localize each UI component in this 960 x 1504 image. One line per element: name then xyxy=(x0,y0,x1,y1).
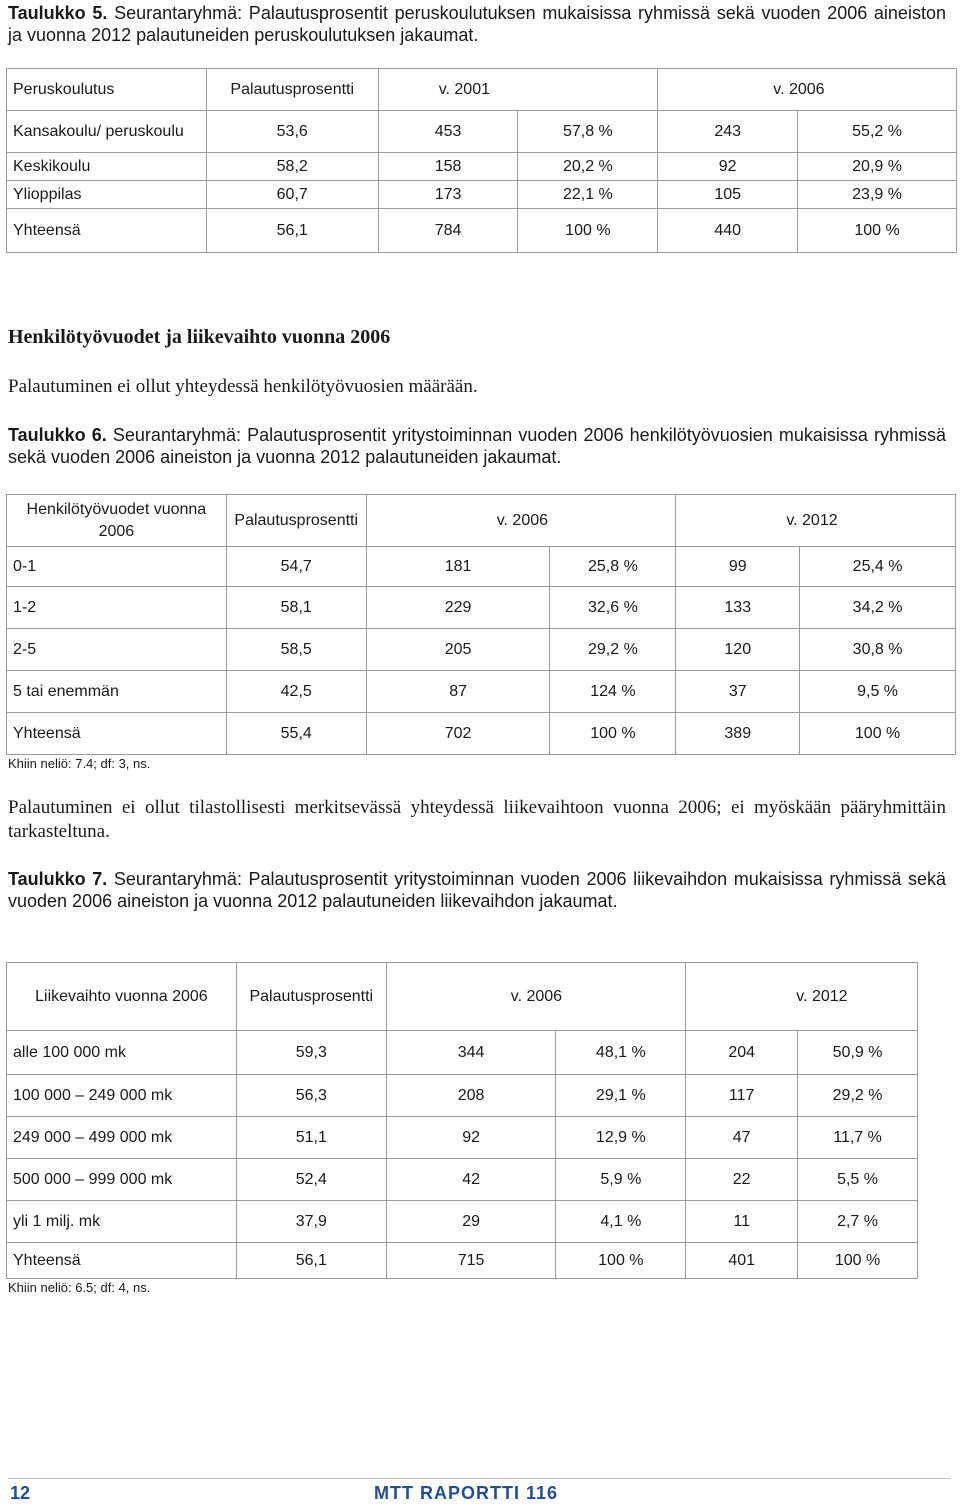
table6-caption: Taulukko 6. Seurantaryhmä: Palautusprosentit yritystoiminnan vuoden 2006 henkilötyövuosien mukaisissa ryhmissä sekä vuoden 2006 aineiston ja vuonna 2012 palautuneiden jakaumat. xyxy=(8,425,946,467)
table-row: yli 1 milj. mk 37,9 29 4,1 % 11 2,7 % xyxy=(7,1201,918,1243)
body-paragraph: Palautuminen ei ollut tilastollisesti merkitsevässä yhteydessä liikevaihtoon vuonna 2006; ei myöskään pääryhmittäin tarkasteltuna. xyxy=(8,797,946,842)
table7-header-row xyxy=(7,963,918,1031)
table7-caption: Taulukko 7. Seurantaryhmä: Palautusprosentit yritystoiminnan vuoden 2006 liikevaihdon mukaisissa ryhmissä sekä vuoden 2006 aineiston ja vuonna 2012 palautuneiden liikevaihdon jakaumat. xyxy=(8,869,946,911)
table6 xyxy=(6,494,956,755)
footer-rule xyxy=(8,1478,950,1479)
table-row: Ylioppilas 60,7 173 22,1 % 105 23,9 % xyxy=(7,181,957,209)
table5-caption: Taulukko 5. Seurantaryhmä: Palautusprosentit peruskoulutuksen mukaisissa ryhmissä sekä vuoden 2006 aineiston ja vuonna 2012 palautuneiden peruskoulutuksen jakaumat. xyxy=(8,3,946,45)
table5-header-2: v. 2001 xyxy=(378,69,658,111)
table5-header-0: Peruskoulutus xyxy=(7,69,207,111)
table-row: alle 100 000 mk 59,3 344 48,1 % 204 50,9 % xyxy=(7,1031,918,1075)
table-row: Yhteensä 56,1 784 100 % 440 100 % xyxy=(7,209,957,253)
page-number: 12 xyxy=(10,1483,31,1503)
table7-note: Khiin neliö: 6.5; df: 4, ns. xyxy=(8,1280,151,1295)
table6-note: Khiin neliö: 7.4; df: 3, ns. xyxy=(8,756,151,771)
table7-header-1: Palautusprosentti xyxy=(236,963,386,1031)
section-paragraph: Palautuminen ei ollut yhteydessä henkilötyövuosien määrään. xyxy=(8,376,478,397)
table-row: Kansakoulu/ peruskoulu 53,6 453 57,8 % 243 55,2 % xyxy=(7,111,957,153)
table-row: 100 000 – 249 000 mk 56,3 208 29,1 % 117 29,2 % xyxy=(7,1075,918,1117)
table-row: 5 tai enemmän 42,5 87 124 % 37 9,5 % xyxy=(7,671,956,713)
table5-header-1: Palautusprosentti xyxy=(206,69,378,111)
table-row: Yhteensä 55,4 702 100 % 389 100 % xyxy=(7,713,956,755)
table-row: 249 000 – 499 000 mk 51,1 92 12,9 % 47 11,7 % xyxy=(7,1117,918,1159)
table-row: 2-5 58,5 205 29,2 % 120 30,8 % xyxy=(7,629,956,671)
table6-header-3: v. 2012 xyxy=(676,495,956,547)
table7-header-2: v. 2006 xyxy=(386,963,686,1031)
table5-header-3: v. 2006 xyxy=(658,69,957,111)
table7-header-0: Liikevaihto vuonna 2006 xyxy=(7,963,237,1031)
table5 xyxy=(6,68,957,253)
table-row: 500 000 – 999 000 mk 52,4 42 5,9 % 22 5,5 % xyxy=(7,1159,918,1201)
table6-header-2: v. 2006 xyxy=(366,495,676,547)
section-heading: Henkilötyövuodet ja liikevaihto vuonna 2006 xyxy=(8,326,391,348)
brand-logo: MTT RAPORTTI 116 xyxy=(374,1483,559,1503)
table-row: 0-1 54,7 181 25,8 % 99 25,4 % xyxy=(7,547,956,587)
table6-header-row xyxy=(7,495,956,547)
table6-header-0: Henkilötyövuodet vuonna 2006 xyxy=(7,495,227,547)
table6-header-1: Palautusprosentti xyxy=(226,495,366,547)
table-row: Yhteensä 56,1 715 100 % 401 100 % xyxy=(7,1243,918,1279)
table7 xyxy=(6,962,918,1279)
table-row: 1-2 58,1 229 32,6 % 133 34,2 % xyxy=(7,587,956,629)
table7-header-3: v. 2012 xyxy=(686,963,918,1031)
table5-header-row xyxy=(7,69,957,111)
table-row: Keskikoulu 58,2 158 20,2 % 92 20,9 % xyxy=(7,153,957,181)
